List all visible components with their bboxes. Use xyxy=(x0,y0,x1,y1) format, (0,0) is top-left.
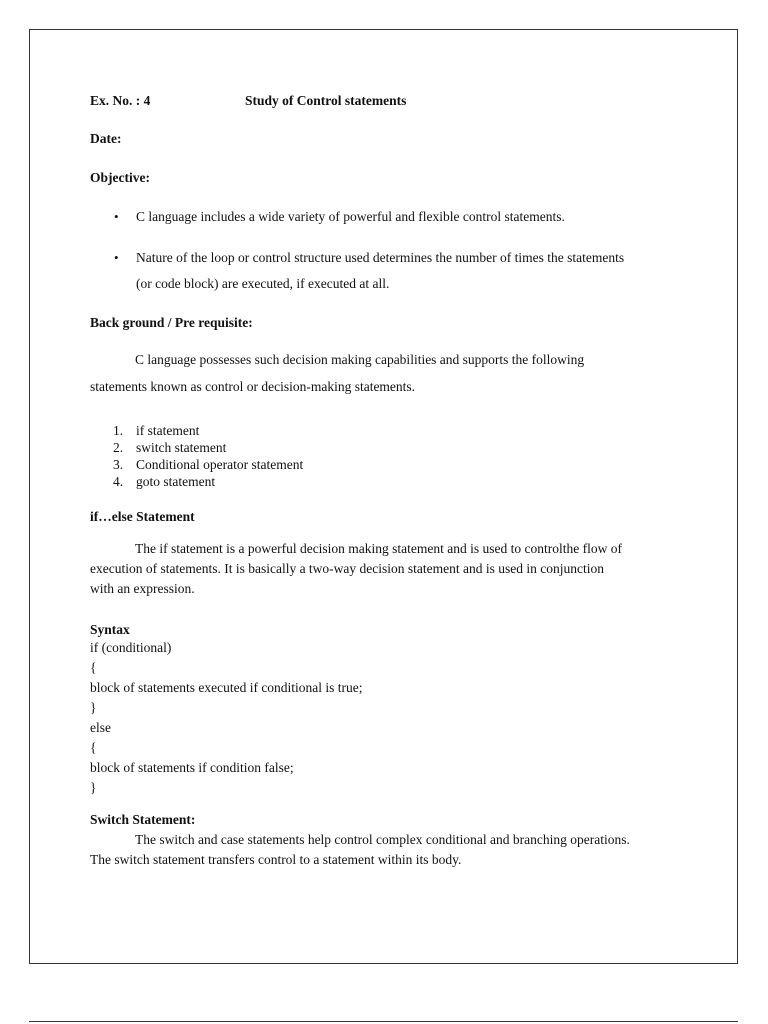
list-number: 2. xyxy=(113,440,124,455)
switch-heading: Switch Statement: xyxy=(90,812,196,827)
background-paragraph-line1: C language possesses such decision making capabilities and supports the following xyxy=(135,352,585,367)
switch-line-1: The switch and case statements help control complex conditional and branching operations. xyxy=(135,832,630,847)
syntax-line: { xyxy=(90,660,97,675)
syntax-line: block of statements executed if conditional is true; xyxy=(90,680,363,695)
ifelse-line-1: The if statement is a powerful decision making statement and is used to controlthe flow of xyxy=(135,541,623,556)
ifelse-heading: if…else Statement xyxy=(90,509,195,524)
list-number: 3. xyxy=(113,457,124,472)
syntax-heading: Syntax xyxy=(90,622,130,637)
objective-bullet-1: C language includes a wide variety of powerful and flexible control statements. xyxy=(136,209,565,224)
list-item: switch statement xyxy=(136,440,227,455)
objective-heading: Objective: xyxy=(90,170,150,185)
list-number: 1. xyxy=(113,423,124,438)
ifelse-line-2: execution of statements. It is basically a two-way decision statement and is used in conjunction xyxy=(90,561,604,576)
syntax-line: } xyxy=(90,780,97,795)
exercise-number: Ex. No. : 4 xyxy=(90,93,151,108)
syntax-line: } xyxy=(90,700,97,715)
syntax-line: else xyxy=(90,720,111,735)
bullet-dot: • xyxy=(114,250,119,265)
objective-bullet-2: Nature of the loop or control structure used determines the number of times the statements xyxy=(136,250,625,265)
switch-line-2: The switch statement transfers control to a statement within its body. xyxy=(90,852,462,867)
objective-bullet-2-cont: (or code block) are executed, if executed at all. xyxy=(136,276,390,291)
background-heading: Back ground / Pre requisite: xyxy=(90,315,253,330)
syntax-line: block of statements if condition false; xyxy=(90,760,294,775)
list-item: Conditional operator statement xyxy=(136,457,304,472)
syntax-line: if (conditional) xyxy=(90,640,172,655)
page-title: Study of Control statements xyxy=(245,93,407,108)
date-label: Date: xyxy=(90,131,122,146)
footer-rule xyxy=(29,1021,738,1022)
list-item: if statement xyxy=(136,423,200,438)
background-paragraph-line2: statements known as control or decision-making statements. xyxy=(90,379,416,394)
list-item: goto statement xyxy=(136,474,216,489)
list-number: 4. xyxy=(113,474,124,489)
ifelse-line-3: with an expression. xyxy=(90,581,195,596)
syntax-line: { xyxy=(90,740,97,755)
bullet-dot: • xyxy=(114,209,119,224)
